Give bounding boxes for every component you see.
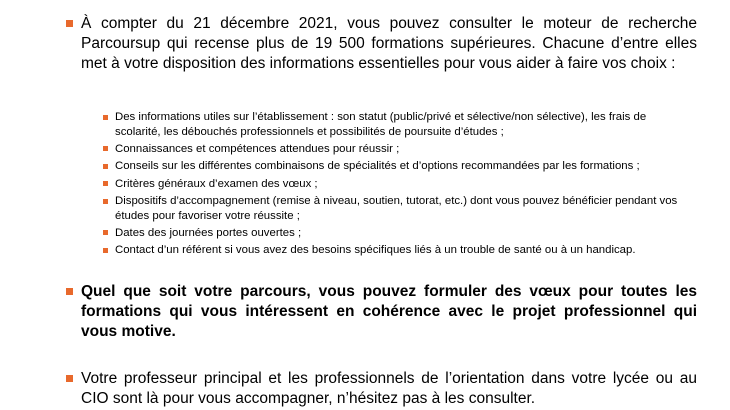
list-item-text: Dates des journées portes ouvertes ; [115,226,302,239]
list-item [103,226,683,241]
bullet-square-icon [66,375,73,382]
bullet-square-icon [103,230,108,235]
closing-paragraph [66,369,697,409]
list-item [103,194,683,223]
list-item-text: Contact d’un référent si vous avez des besoins spécifiques liés à un trouble de santé ou à un handicap. [115,244,636,257]
bullet-square-icon [103,199,108,204]
bullet-square-icon [103,164,108,169]
list-item-text: Critères généraux d’examen des vœux ; [115,177,318,190]
list-item-text: Connaissances et compétences attendues pour réussir ; [115,142,400,155]
bullet-square-icon [103,181,108,186]
bullet-square-icon [66,288,73,295]
intro-text: À compter du 21 décembre 2021, vous pouvez consulter le moteur de recherche Parcoursup qui recense plus de 19 500 formations supérieures. Chacune d’entre elles met à votre disposition des informations essentielles pour vous aider à faire vos choix : [81,15,697,72]
list-item [103,159,683,174]
bullet-square-icon [66,20,73,27]
list-item-text: Dispositifs d’accompagnement (remise à niveau, soutien, tutorat, etc.) dont vous pouvez bénéficier pendant vos études pour favoriser votre réussite ; [115,195,678,222]
closing-text: Votre professeur principal et les professionnels de l’orientation dans votre lycée ou au CIO sont là pour vous accompagner, n’hésitez pas à les consulter. [81,370,697,407]
bullet-square-icon [103,115,108,120]
bullet-square-icon [103,146,108,151]
list-item [103,110,683,139]
list-item [103,243,683,258]
intro-paragraph [66,14,697,74]
list-item [103,142,683,157]
list-item [103,177,683,192]
highlight-text: Quel que soit votre parcours, vous pouvez formuler des vœux pour toutes les formations qui vous intéressent en cohérence avec le projet professionnel qui vous motive. [81,283,697,340]
info-list [103,110,683,261]
list-item-text: Conseils sur les différentes combinaisons de spécialités et d’options recommandées par les formations ; [115,160,640,173]
bullet-square-icon [103,248,108,253]
list-item-text: Des informations utiles sur l’établissement : son statut (public/privé et sélective/non sélective), les frais de scolarité, les débouchés professionnels et possibilités de poursuite d’études ; [115,111,647,138]
highlight-paragraph [66,282,697,342]
